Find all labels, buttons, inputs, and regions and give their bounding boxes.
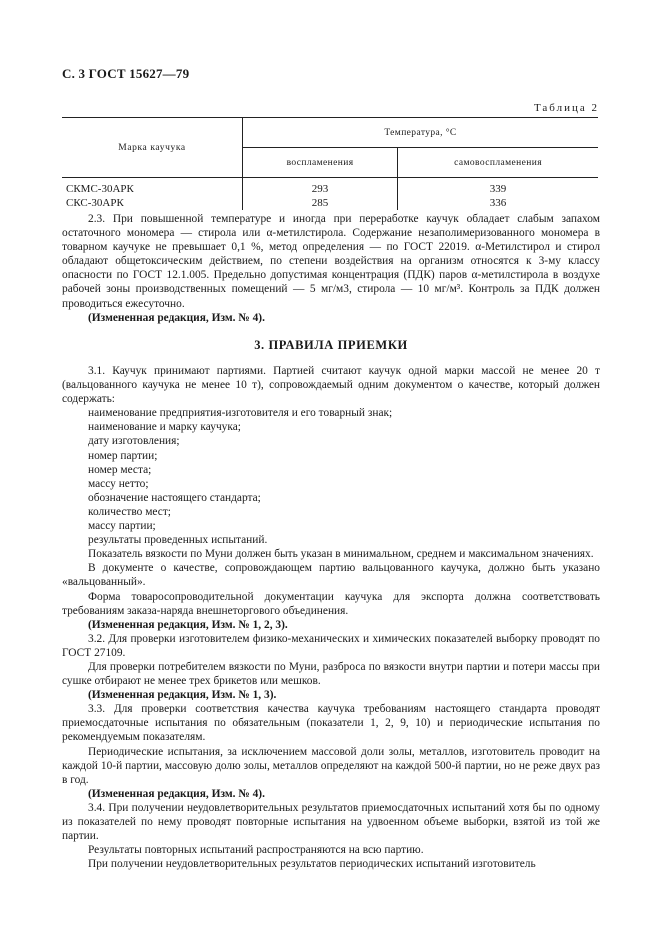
paragraph-3-4-periodic: При получении неудовлетворительных результатов периодических испытаний изготовитель [88,858,536,871]
table-row [62,178,598,197]
amendment-note: (Измененная редакция, Изм. № 1, 2, 3). [88,618,288,631]
selfignition-cell: 339 [489,183,507,195]
list-item: номер партии; [88,449,158,462]
amendment-note: (Измененная редакция, Изм. № 1, 3). [88,689,277,702]
ignition-cell: 285 [243,196,398,210]
column-header-ignition: воспламенения [243,148,398,178]
list-item: дату изготовления; [88,435,180,448]
list-item: наименование и марку каучука; [88,421,241,434]
list-item: количество мест; [88,505,171,518]
list-item: массу партии; [88,520,156,533]
paragraph-export: Форма товаросопроводительной документации каучука для экспорта должна соответствовать требованиям заказа-наряда внешнеторгового объединения. [62,590,600,617]
column-header-temperature: Температура, °С [243,118,599,148]
brand-cell: СКС-30АРК [62,196,243,210]
list-item: обозначение настоящего стандарта; [88,491,261,504]
section-title: 3. ПРАВИЛА ПРИЕМКИ [254,338,408,352]
brand-cell: СКМС-30АРК [62,178,243,197]
paragraph-3-3: 3.3. Для проверки соответствия качества каучука требованиям настоящего стандарта проводят приемосдаточные испытания по обязательным (показатели 1, 2, 9, 10) и периодические испытания по рекомендуемым показателям. [62,703,600,744]
paragraph-2-3: 2.3. При повышенной температуре и иногда при переработке каучук обладает слабым запахом остаточного мономера — стирола или α-метилстирола. Содержание незаполимеризованного мономера в товарном каучуке не превышает 0,1 %, метод определения — по ГОСТ 22019. α-Метилстирол и стирол обладают общетоксическим действием, по степени воздействия на организм относятся к 3-му классу опасности по ГОСТ 12.1.005. Предельно допустимая концентрация (ПДК) паров α-метилстирола в воздухе рабочей зоны производственных помещений — 5 мг/м3, стирола — 10 мг/м³. Контроль за ПДК должен проводиться ежесуточно. [62,213,600,310]
list-item: массу нетто; [88,477,149,490]
paragraph-3-2-consumer: Для проверки потребителем вязкости по Муни, разброса по вязкости внутри партии и потери массы при сушке отбирают не менее трех брикетов или мешков. [62,660,600,688]
list-item: наименование предприятия-изготовителя и его товарный знак; [88,407,393,420]
table-row [62,196,598,210]
amendment-note: (Измененная редакция, Изм. № 4). [88,311,265,324]
page-header: С. 3 ГОСТ 15627—79 [62,66,190,81]
paragraph-3-2: 3.2. Для проверки изготовителем физико-механических и химических показателей выборку проводят по ГОСТ 27109. [62,632,600,659]
section-2-3 [62,212,600,325]
ignition-cell: 293 [243,178,398,197]
list-item: номер места; [88,463,152,476]
flammability-table [62,117,598,210]
paragraph-3-4-retest: Результаты повторных испытаний распространяются на всю партию. [88,844,424,857]
paragraph-rolled: В документе о качестве, сопровождающем партию вальцованного каучука, должно быть указано «вальцованный». [62,562,600,589]
paragraph-3-1: 3.1. Каучук принимают партиями. Партией считают каучук одной марки массой не менее 20 т (вальцованного каучука не менее 10 т), сопровождаемый одним документом о качестве, который должен содержать: [62,365,600,406]
section-3-body [62,364,600,871]
column-header-brand: Марка каучука [62,118,243,178]
paragraph-mooney: Показатель вязкости по Муни должен быть указан в минимальном, среднем и максимальном значениях. [88,548,594,561]
paragraph-3-3-periodic: Периодические испытания, за исключением массовой доли золы, металлов, изготовитель проводит на каждой 10-й партии, массовую долю золы, металлов определяют на каждой 500-й партии, но не реже двух раз в год. [62,745,600,786]
column-header-selfignition: самовоспламенения [398,148,598,178]
list-item: результаты проведенных испытаний. [88,534,268,547]
table-caption: Таблица 2 [533,102,599,114]
paragraph-3-4: 3.4. При получении неудовлетворительных результатов приемосдаточных испытаний хотя бы по одному из показателей по нему проводят повторные испытания на удвоенном объеме выборки, взятой из той же партии. [62,801,600,843]
amendment-note: (Измененная редакция, Изм. № 4). [88,787,265,800]
selfignition-cell: 336 [489,197,507,209]
